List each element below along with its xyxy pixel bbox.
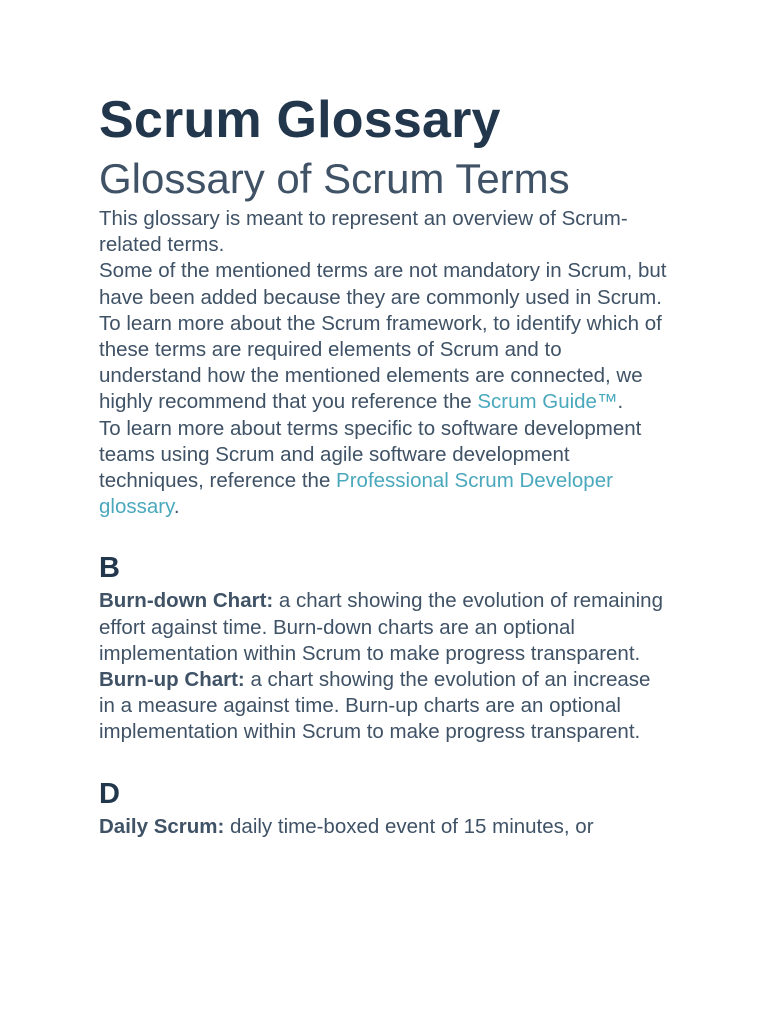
glossary-definition: a chart showing the evolution of an increase in a measure against time. Burn-up charts are an optional implementation within Scrum to make progress transparent. [99, 668, 651, 744]
glossary-entry-daily-scrum [99, 814, 668, 840]
glossary-section-b [99, 550, 668, 745]
intro-paragraph-3 [99, 311, 668, 416]
intro-paragraph-1: This glossary is meant to represent an overview of Scrum-related terms. [99, 207, 628, 257]
glossary-section-d [99, 776, 668, 840]
glossary-term: Daily Scrum: [99, 814, 225, 838]
intro-paragraph-3-end: . [617, 390, 624, 414]
scrum-guide-link[interactable]: Scrum Guide™ [477, 390, 618, 414]
page-title: Scrum Glossary [99, 91, 501, 149]
glossary-term: Burn-down Chart: [99, 589, 274, 613]
glossary-entry-burn-up-chart [99, 667, 668, 746]
section-letter-b: B [99, 552, 120, 585]
intro-paragraph-2: Some of the mentioned terms are not mandatory in Scrum, but have been added because they are commonly used in Scrum. [99, 259, 667, 309]
intro-paragraph-4-text: To learn more about terms specific to software development teams using Scrum and agile software development techniques, reference the [99, 416, 642, 493]
intro-paragraph-4 [99, 416, 668, 521]
glossary-entry-burn-down-chart [99, 588, 668, 667]
page-subtitle: Glossary of Scrum Terms [99, 155, 570, 202]
glossary-term: Burn-up Chart: [99, 668, 245, 692]
section-letter-d: D [99, 777, 120, 810]
glossary-definition: daily time-boxed event of 15 minutes, or [224, 814, 594, 838]
intro-paragraph-4-end: . [173, 495, 180, 519]
intro-section [99, 206, 668, 520]
psd-glossary-link[interactable]: Professional Scrum Developer glossary [99, 469, 613, 519]
glossary-definition: a chart showing the evolution of remaining effort against time. Burn-down charts are an optional implementation within Scrum to make progress transparent. [99, 589, 663, 665]
intro-paragraph-3-text: To learn more about the Scrum framework, to identify which of these terms are required elements of Scrum and to understand how the mentioned elements are connected, we highly recommend that you reference the [99, 311, 662, 414]
